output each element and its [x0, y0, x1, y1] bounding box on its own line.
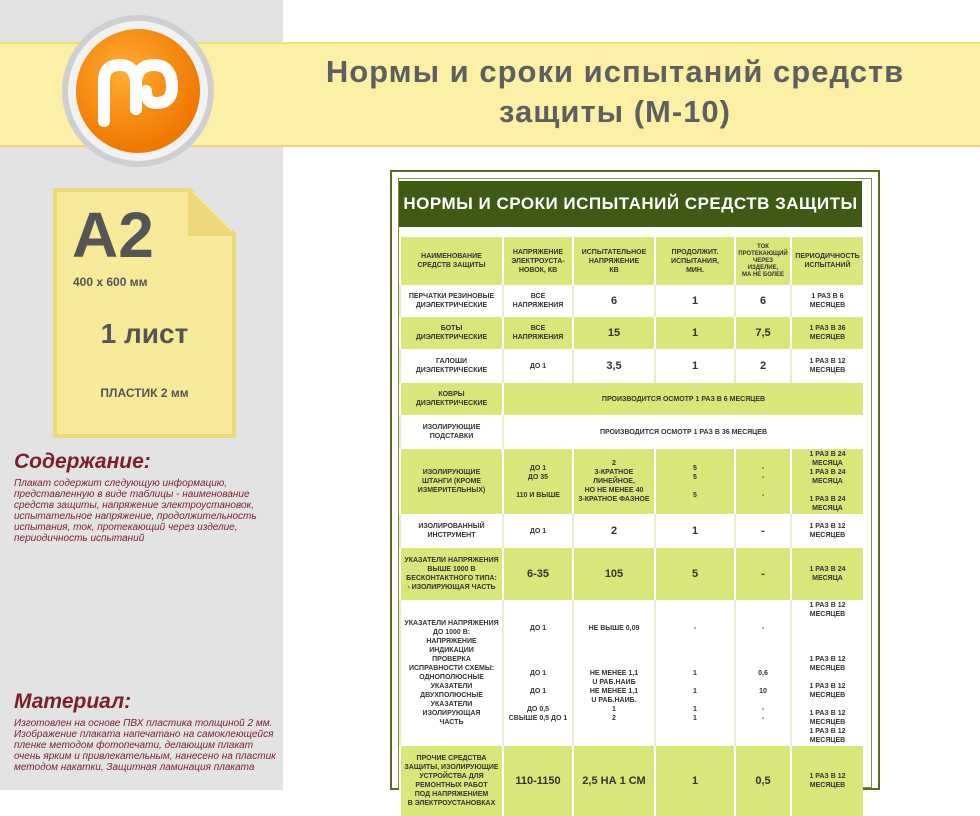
material-text: Изготовлен на основе ПВХ пластика толщиной 2 мм. Изображение плаката напечатано на самоклеющейся пленке методом фотопечати, делающим плакат очень ярким и привлекательным, нанесено на пластик методом накатки. Защитная ламинация плаката	[14, 718, 276, 773]
content-heading: Содержание:	[14, 450, 151, 473]
material-label: ПЛАСТИК 2 мм	[100, 386, 189, 400]
table-row: ИЗОЛИРОВАННЫЙ ИНСТРУМЕНТ ДО 1 2 1 - 1 РАЗ В 12 МЕСЯЦЕВ	[400, 514, 863, 548]
m-letter-icon	[76, 29, 200, 153]
dimensions-label: 400 х 600 мм	[73, 275, 148, 289]
norms-table	[399, 237, 863, 816]
header-cell: НАПРЯЖЕНИЕ ЭЛЕКТРОУСТА- НОВОК, КВ	[503, 237, 573, 285]
table-row: БОТЫ ДИЭЛЕКТРИЧЕСКИЕ ВСЕ НАПРЯЖЕНИЯ 15 1 7,5 1 РАЗ В 36 МЕСЯЦЕВ	[400, 317, 863, 349]
header-cell: ИСПЫТАТЕЛЬНОЕ НАПРЯЖЕНИЕ КВ	[573, 237, 655, 285]
content-text: Плакат содержит следующую информацию, представленную в виде таблицы - наименование средств защиты, напряжение электроустановок, испытательное напряжение, продолжительность испытания, ток, протекающий через изделие, периодичность испытаний	[14, 478, 257, 544]
material-heading: Материал:	[14, 690, 132, 713]
table-row: ИЗОЛИРУЮЩИЕ ПОДСТАВКИ ПРОИЗВОДИТСЯ ОСМОТР 1 РАЗ В 36 МЕСЯЦЕВ	[400, 415, 863, 449]
header-cell: ПРОДОЛЖИТ. ИСПЫТАНИЯ, МИН.	[655, 237, 735, 285]
sheets-label: 1 лист	[100, 318, 189, 349]
brand-logo	[62, 15, 214, 167]
format-label: А2	[72, 199, 154, 271]
header-cell: ТОК ПРОТЕКАЮЩИЙ ЧЕРЕЗ ИЗДЕЛИЕ, МА НЕ БОЛЕЕ	[735, 237, 791, 285]
table-header-row	[400, 237, 863, 285]
table-row: ПРОЧИЕ СРЕДСТВА ЗАЩИТЫ, ИЗОЛИРУЮЩИЕ УСТРОЙСТВА ДЛЯ РЕМОНТНЫХ РАБОТ ПОД НАПРЯЖЕНИЕМ В ЭЛЕКТРОУСТАНОВКАХ 110-1150 2,5 НА 1 СМ 1 0,5 1 РАЗ В 12 МЕСЯЦЕВ	[400, 746, 863, 816]
table-row: УКАЗАТЕЛИ НАПРЯЖЕНИЯ ВЫШЕ 1000 В БЕСКОНТАКТНОГО ТИПА: - ИЗОЛИРУЮЩАЯ ЧАСТЬ 6-35 105 5 - 1 РАЗ В 24 МЕСЯЦА	[400, 548, 863, 600]
poster-title: НОРМЫ И СРОКИ ИСПЫТАНИЙ СРЕДСТВ ЗАЩИТЫ	[399, 181, 862, 227]
header-cell: ПЕРИОДИЧНОСТЬ ИСПЫТАНИЙ	[791, 237, 863, 285]
table-row: ИЗОЛИРУЮЩИЕ ШТАНГИ (КРОМЕ ИЗМЕРИТЕЛЬНЫХ) ДО 1 ДО 35 110 И ВЫШЕ 2 3-КРАТНОЕ ЛИНЕЙНОЕ, НО НЕ МЕНЕЕ 40 3-КРАТНОЕ ФАЗНОЕ 5 5 5 - - - 1 РАЗ В 24 МЕСЯЦА 1 РАЗ В 24 МЕСЯЦА 1 РАЗ В 24 МЕСЯЦА	[400, 449, 863, 514]
table-row: ПЕРЧАТКИ РЕЗИНОВЫЕ ДИЭЛЕКТРИЧЕСКИЕ ВСЕ НАПРЯЖЕНИЯ 6 1 6 1 РАЗ В 6 МЕСЯЦЕВ	[400, 285, 863, 317]
table-row: УКАЗАТЕЛИ НАПРЯЖЕНИЯ ДО 1000 В: НАПРЯЖЕНИЕ ИНДИКАЦИИ ПРОВЕРКА ИСПРАВНОСТИ СХЕМЫ: ОДНОПОЛЮСНЫЕ УКАЗАТЕЛИ ДВУХПОЛЮСНЫЕ УКАЗАТЕЛИ ИЗОЛИРУЮЩАЯ ЧАСТЬ ДО 1 ДО 1 ДО 1 ДО 0,5 СВЫШЕ 0,5 ДО 1 НЕ ВЫШЕ 0,09 НЕ МЕНЕЕ 1,1 U РАБ.НАИБ НЕ МЕНЕЕ 1,1 U РАБ.НАИБ. 1 2 - 1 1 1 1 - 0,6 10 - - 1 РАЗ В 12 МЕСЯЦЕВ 1 РАЗ В 12 МЕСЯЦЕВ 1 РАЗ В 12 МЕСЯЦЕВ 1 РАЗ В 12 МЕСЯЦЕВ 1 РАЗ В 12 МЕСЯЦЕВ	[400, 600, 863, 746]
table-row: КОВРЫ ДИЭЛЕКТРИЧЕСКИЕ ПРОИЗВОДИТСЯ ОСМОТР 1 РАЗ В 6 МЕСЯЦЕВ	[400, 383, 863, 415]
poster	[390, 170, 880, 807]
table-row: ГАЛОШИ ДИЭЛЕКТРИЧЕСКИЕ ДО 1 3,5 1 2 1 РАЗ В 12 МЕСЯЦЕВ	[400, 349, 863, 383]
page-title: Нормы и сроки испытаний средств защиты (М-10)	[325, 54, 905, 129]
header-cell: НАИМЕНОВАНИЕ СРЕДСТВ ЗАЩИТЫ	[400, 237, 503, 285]
